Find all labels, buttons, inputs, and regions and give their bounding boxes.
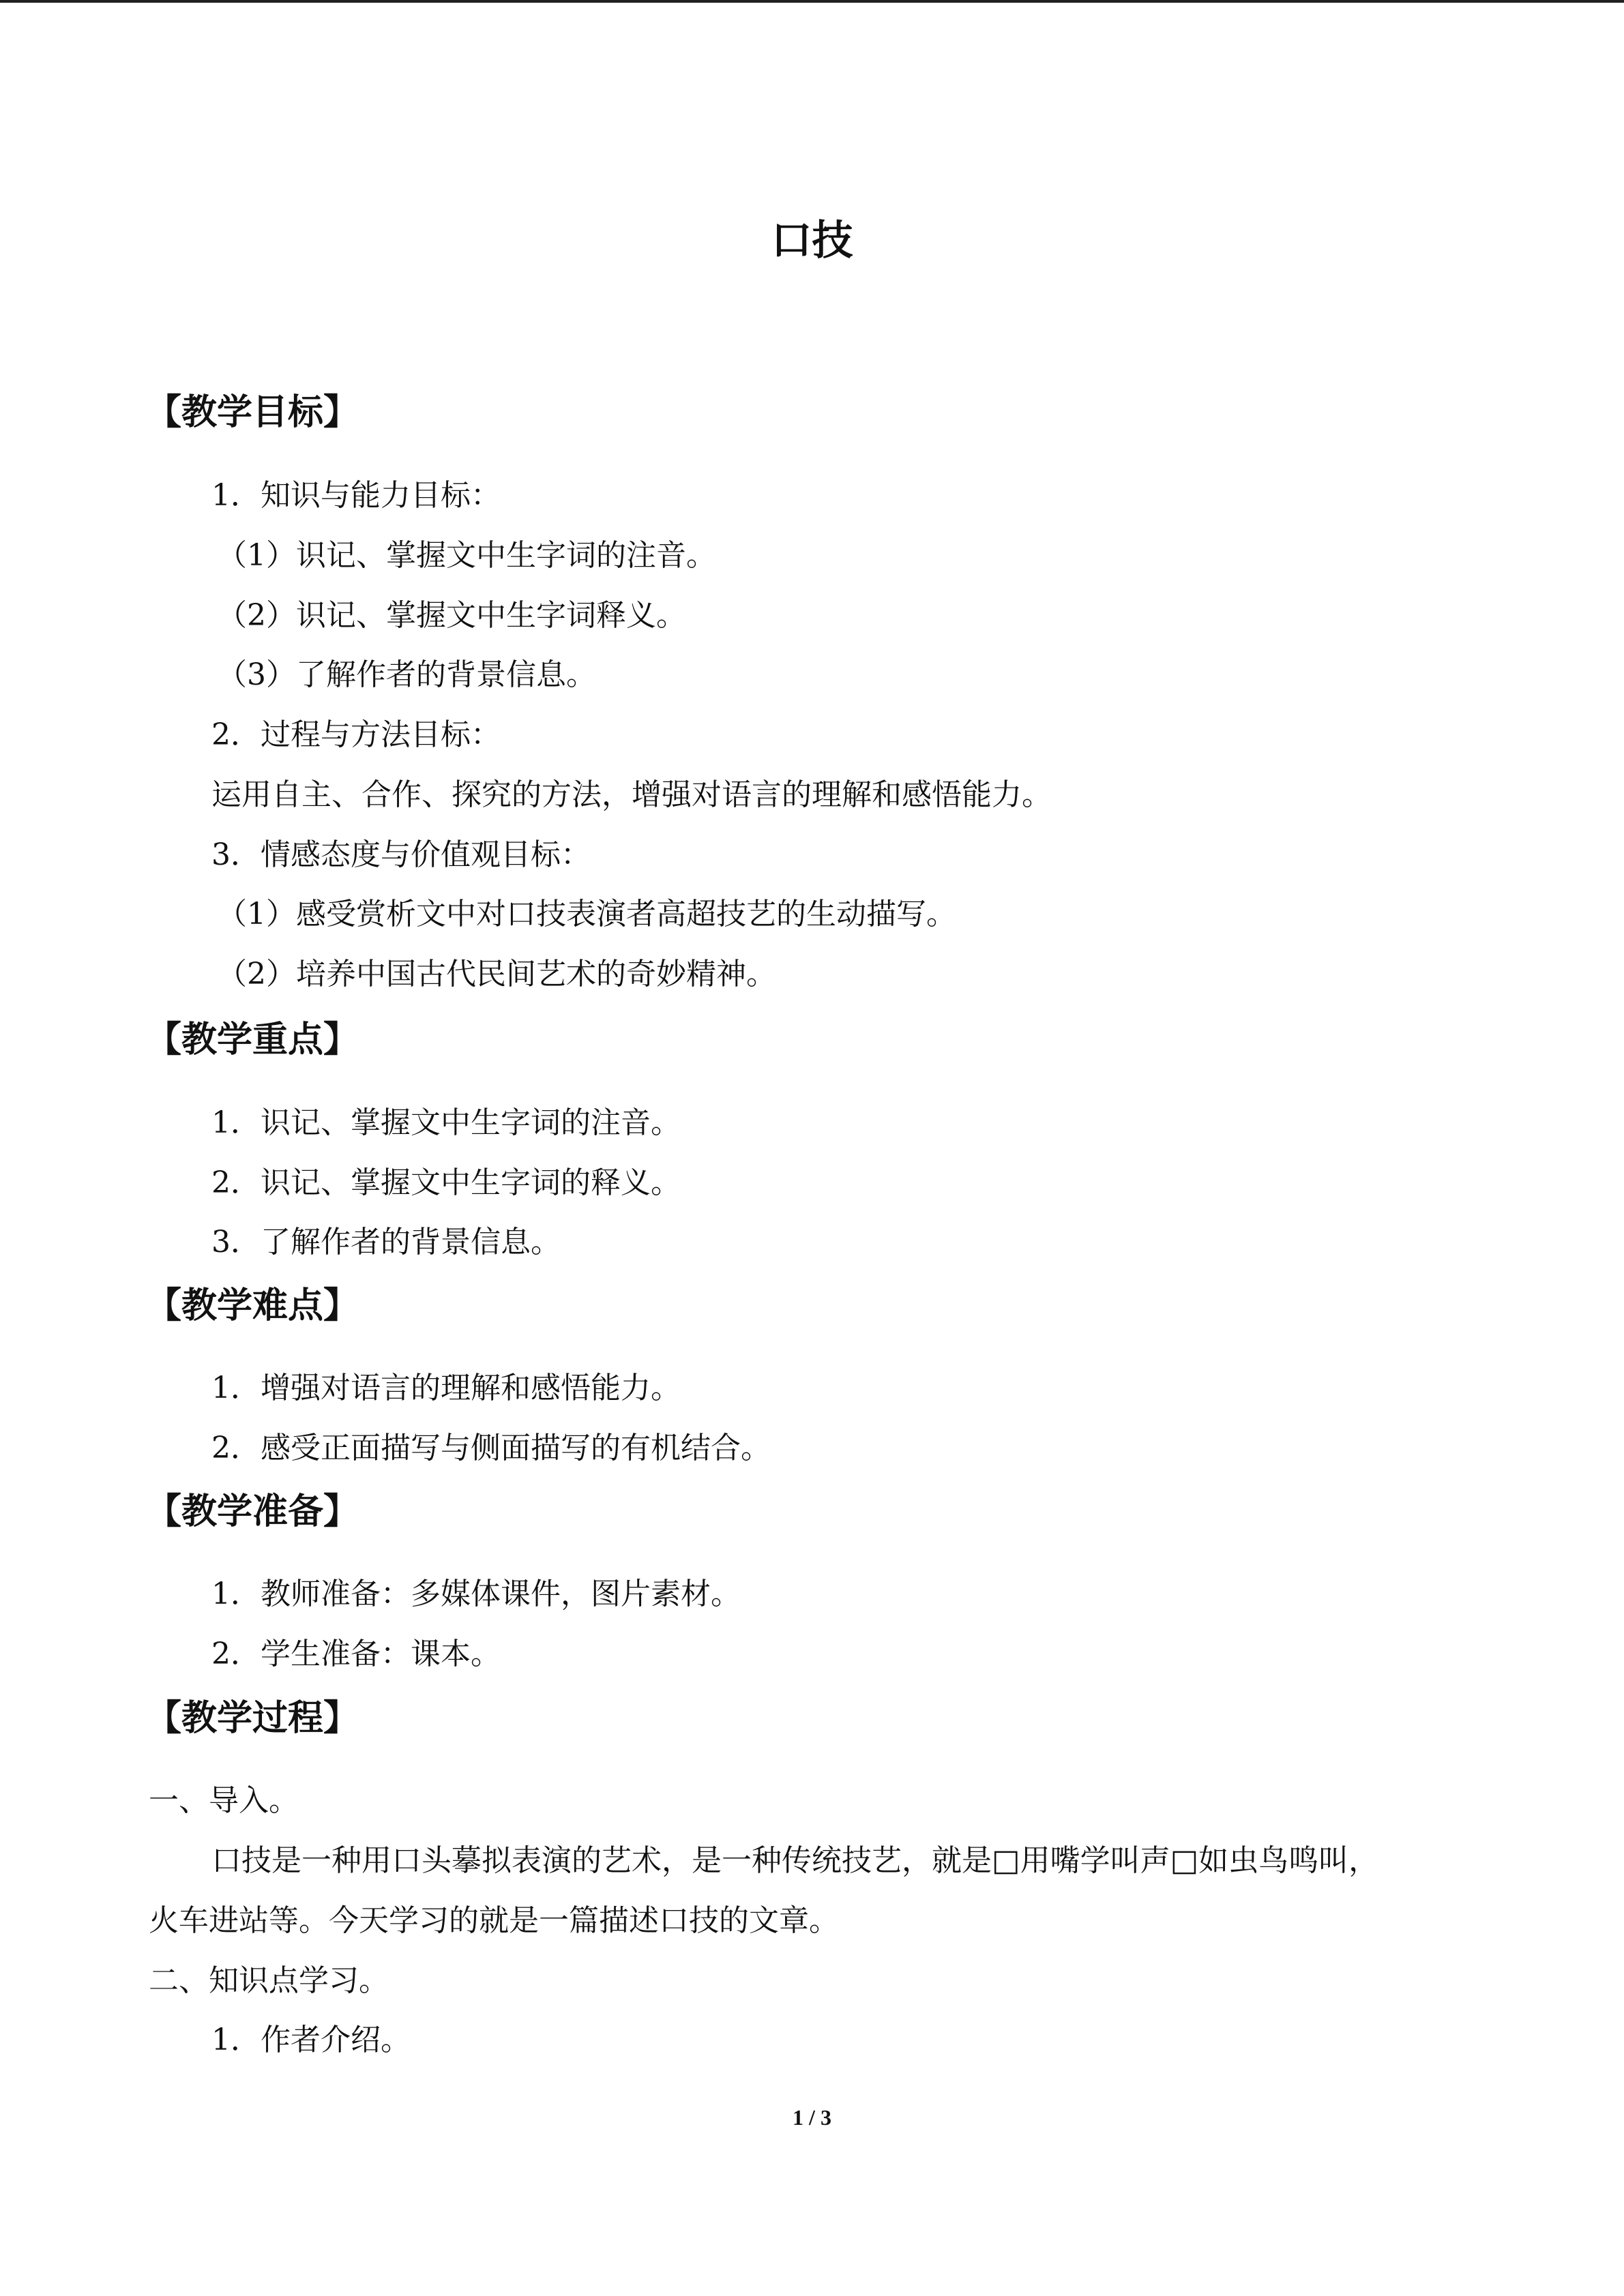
section-heading-preparation: 【教学准备】	[146, 1491, 359, 1532]
document-title: 口技	[771, 217, 853, 265]
section-heading-objectives: 【教学目标】	[146, 392, 359, 433]
objective-line: 运用自主、合作、探究的方法，增强对语言的理解和感悟能力。	[211, 777, 1052, 812]
key-point-line: 2．识记、掌握文中生字词的释义。	[211, 1165, 681, 1200]
section-heading-difficulties: 【教学难点】	[146, 1285, 359, 1326]
difficulty-line: 2．感受正面描写与侧面描写的有机结合。	[211, 1431, 771, 1465]
difficulty-line: 1．增强对语言的理解和感悟能力。	[211, 1371, 681, 1405]
section-heading-process: 【教学过程】	[146, 1698, 359, 1739]
objective-line: （2）识记、掌握文中生字词释义。	[217, 598, 686, 633]
preparation-line: 1．教师准备：多媒体课件，图片素材。	[211, 1577, 741, 1611]
section-heading-key-points: 【教学重点】	[146, 1019, 359, 1060]
process-paragraph-line: 口技是一种用口头摹拟表演的艺术，是一种传统技艺，就是□用嘴学叫声□如虫鸟鸣叫，	[211, 1843, 1379, 1878]
key-point-line: 1．识记、掌握文中生字词的注音。	[211, 1105, 681, 1140]
key-point-line: 3．了解作者的背景信息。	[211, 1225, 561, 1259]
process-line: 一、导入。	[149, 1783, 299, 1818]
page-number: 1 / 3	[793, 2105, 831, 2130]
objective-line: （1）感受赏析文中对口技表演者高超技艺的生动描写。	[217, 897, 956, 931]
preparation-line: 2．学生准备：课本。	[211, 1637, 501, 1671]
top-border-line	[0, 0, 1624, 3]
objective-line: 1．知识与能力目标：	[211, 478, 501, 513]
objective-line: （2）培养中国古代民间艺术的奇妙精神。	[217, 957, 776, 992]
process-line: 1．作者介绍。	[211, 2023, 411, 2057]
objective-line: （1）识记、掌握文中生字词的注音。	[217, 538, 716, 573]
objective-line: 3．情感态度与价值观目标：	[211, 837, 591, 872]
process-paragraph-line: 火车进站等。今天学习的就是一篇描述口技的文章。	[149, 1903, 839, 1938]
process-line: 二、知识点学习。	[149, 1963, 389, 1998]
objective-line: （3）了解作者的背景信息。	[217, 657, 596, 692]
objective-line: 2．过程与方法目标：	[211, 717, 501, 752]
